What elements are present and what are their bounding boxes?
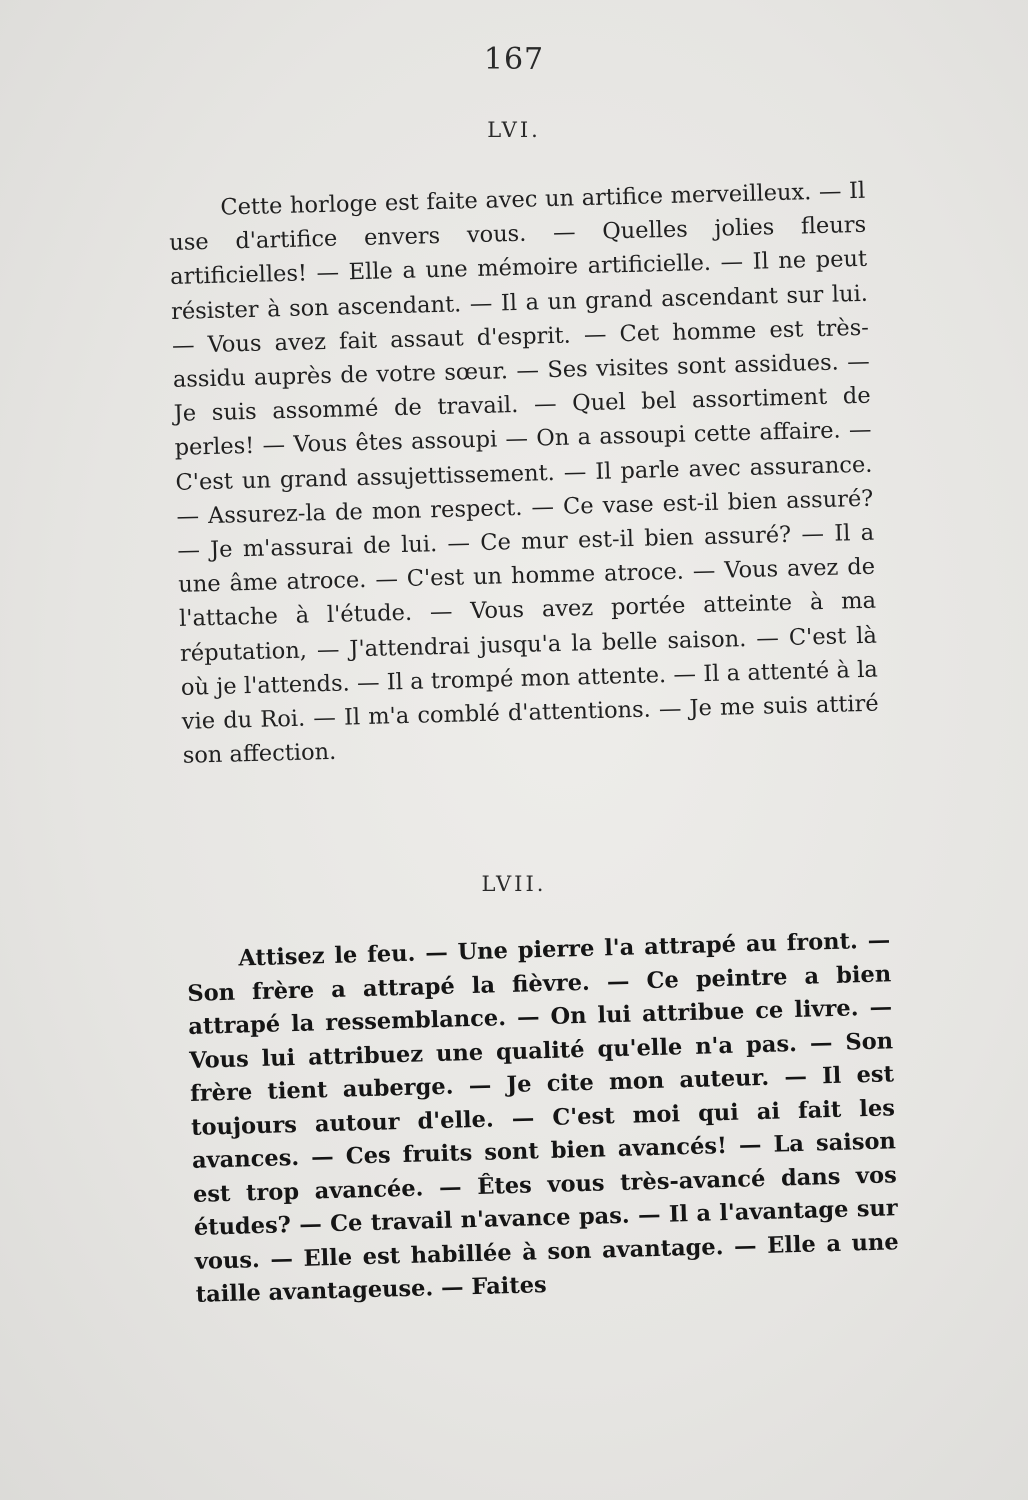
section-heading-lvi: LVI.	[487, 118, 541, 142]
section-heading-lvii: LVII.	[481, 872, 547, 896]
section-text-lvii: Attisez le feu. — Une pierre l'a attrapé au front. — Son frère a attrapé la fièvre. — Ce peintre a bien attrapé la ressemblance. — On lui attribue ce livre. — Vous lui attribuez une qualité qu'elle n'a pas. — Son frère tient auberge. — Je cite mon auteur. — Il est toujours autour d'elle. — C'est moi qui ai fait les avances. — Ces fruits sont bien avancés! — La saison est trop avancée. — Êtes vous très-avancé dans vos études? — Ce travail n'avance pas. — Il a l'avantage sur vous. — Elle est habillée à son avantage. — Elle a une taille avantageuse. — Faites	[187, 927, 899, 1308]
section-text-lvi: Cette horloge est faite avec un artifice merveilleux. — Il use d'artifice envers vous. — Quelles jolies fleurs artificielles! — Elle a une mémoire artificielle. — Il ne peut résister à son ascendant. — Il a un grand ascendant sur lui. — Vous avez fait assaut d'esprit. — Cet homme est très-assidu auprès de votre sœur. — Ses visites sont assidues. — Je suis assommé de travail. — Quel bel assortiment de perles! — Vous êtes assoupi — On a assoupi cette affaire. — C'est un grand assujettissement. — Il parle avec assurance. — Assurez-la de mon respect. — Ce vase est-il bien assuré? — Je m'assurai de lui. — Ce mur est-il bien assuré? — Il a une âme atroce. — C'est un homme atroce. — Vous avez de l'attache à l'étude. — Vous avez portée atteinte à ma réputation, — J'attendrai jusqu'a la belle saison. — C'est là où je l'attends. — Il a trompé mon attente. — Il a attenté à la vie du Roi. — Il m'a comblé d'attentions. — Je me suis attiré son affection.	[169, 177, 879, 770]
page-number: 167	[483, 42, 545, 77]
